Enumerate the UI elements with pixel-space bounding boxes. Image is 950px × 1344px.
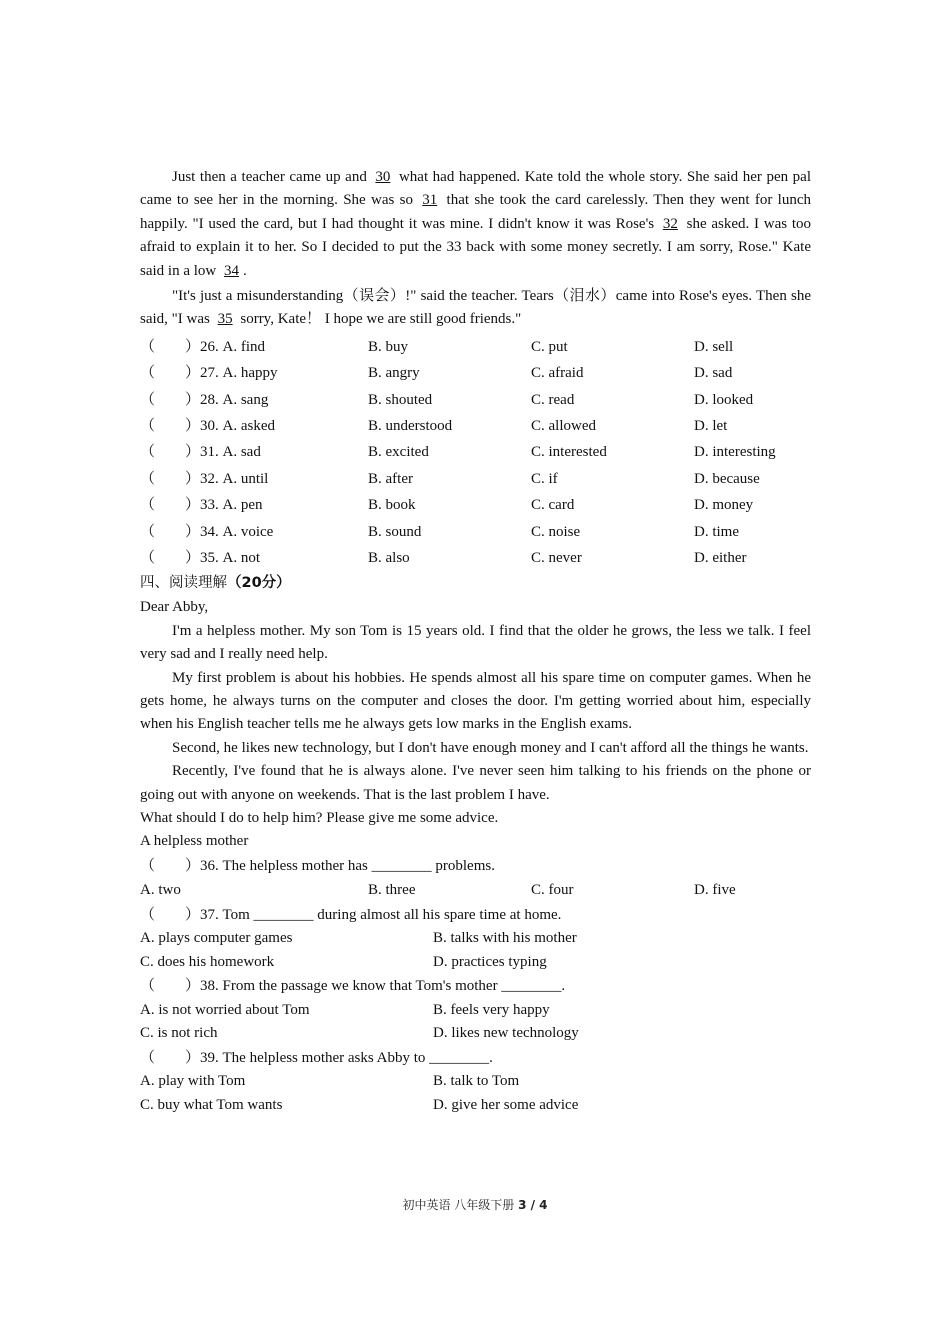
blank-32: 32	[662, 215, 678, 232]
question-38-options: C. is not rich D. likes new technology	[140, 1025, 579, 1042]
question-27: （ ）27. A. happy B. angry C. afraid D. sad	[140, 365, 733, 382]
question-30: （ ）30. A. asked B. understood C. allowed D. let	[140, 418, 728, 435]
question-38-options: A. is not worried about Tom B. feels very happy	[140, 1001, 550, 1018]
blank-35: 35	[217, 311, 233, 328]
question-39-options: A. play with Tom B. talk to Tom	[140, 1073, 520, 1090]
blank-31: 31	[422, 192, 438, 209]
letter-paragraph: Recently, I've found that he is always alone. I've never seen him talking to his friends on the phone or going out with anyone on weekends. That is the last problem I have.	[140, 763, 811, 803]
letter-ask: What should I do to help him? Please give me some advice.	[140, 810, 499, 827]
cloze-paragraph-2: "It's just a misunderstanding（误会）!" said the teacher. Tears（泪水）came into Rose's eyes. Then she said, "I was 35 sorry, Kate！ I hope we are still good friends."	[140, 288, 811, 328]
question-26: （ ）26. A. find B. buy C. put D. sell	[140, 338, 734, 355]
question-39: （ ）39. The helpless mother asks Abby to ________.	[140, 1049, 493, 1066]
letter	[140, 596, 811, 853]
question-33: （ ）33. A. pen B. book C. card D. money	[140, 497, 754, 514]
blank-30: 30	[375, 169, 391, 185]
cloze-question-list	[140, 334, 811, 572]
section-heading: 四、阅读理解（20分）	[140, 575, 291, 592]
reading-questions	[140, 854, 811, 1118]
letter-paragraph: I'm a helpless mother. My son Tom is 15 years old. I find that the older he grows, the less we talk. I feel very sad and I really need help.	[140, 622, 811, 663]
page-number: 3 / 4	[518, 1198, 548, 1212]
question-38: （ ）38. From the passage we know that Tom's mother ________.	[140, 978, 566, 995]
letter-greeting: Dear Abby,	[140, 599, 209, 616]
page-content	[140, 166, 811, 1117]
question-37-options: C. does his homework D. practices typing	[140, 953, 547, 970]
letter-paragraph: My first problem is about his hobbies. He spends almost all his spare time on computer games. When he gets home, he always turns on the computer and closes the door. I'm getting worried about him, especially when his English teacher tells me he always gets low marks in the English exams.	[140, 669, 811, 733]
letter-paragraph: Second, he likes new technology, but I don't have enough money and I can't afford all the things he wants.	[172, 739, 809, 756]
question-37: （ ）37. Tom ________ during almost all his spare time at home.	[140, 906, 562, 923]
blank-34: 34	[224, 262, 239, 279]
question-39-options: C. buy what Tom wants D. give her some advice	[140, 1096, 579, 1113]
question-34: （ ）34. A. voice B. sound C. noise D. time	[140, 523, 739, 540]
question-36-options: A. two B. three C. four D. five	[140, 882, 736, 899]
question-35: （ ）35. A. not B. also C. never D. either	[140, 549, 747, 566]
question-32: （ ）32. A. until B. after C. if D. because	[140, 470, 760, 487]
question-28: （ ）28. A. sang B. shouted C. read D. looked	[140, 391, 754, 408]
letter-signature: A helpless mother	[140, 833, 249, 850]
question-31: （ ）31. A. sad B. excited C. interested D. interesting	[140, 444, 776, 461]
cloze-paragraph-1: Just then a teacher came up and 30 what had happened. Kate told the whole story. She said her pen pal came to see her in the morning. She was so 31 that she took the card carelessly. Then they went for lunch happily. "I used the card, but I had thought it was mine. I didn't know it was Rose's 32 she asked. I was too afraid to explain it to her. So I decided to put the 33 back with some money secretly. I am sorry, Rose." Kate said in a low 34 .	[140, 169, 811, 279]
question-37-options: A. plays computer games B. talks with his mother	[140, 930, 577, 947]
question-36: （ ）36. The helpless mother has ________ problems.	[140, 857, 495, 874]
page-footer: 初中英语 八年级下册 3 / 4	[402, 1198, 548, 1212]
